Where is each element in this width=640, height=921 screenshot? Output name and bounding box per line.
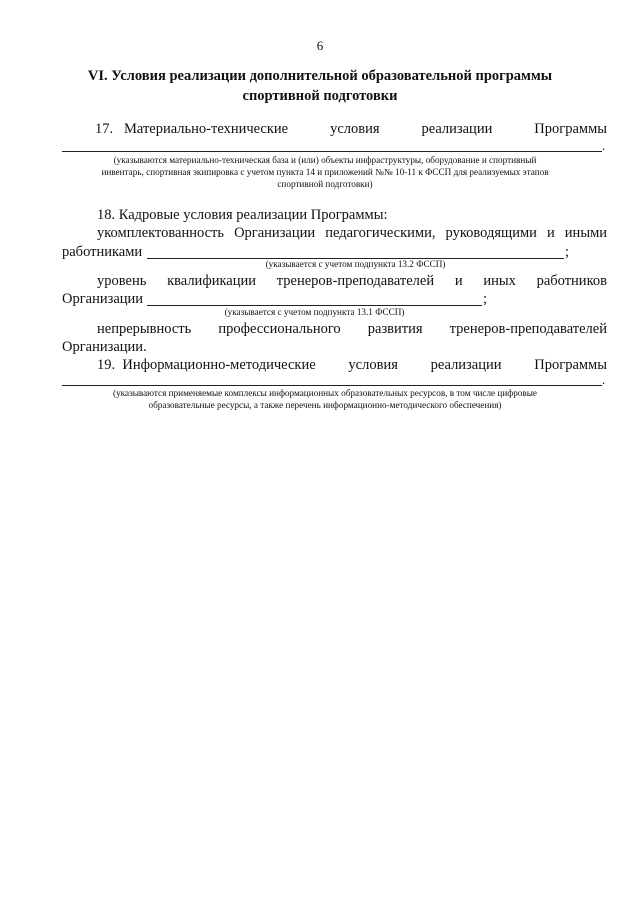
item17-line [95,120,607,138]
item17-word4: Программы [534,121,607,137]
item19-caption [55,387,595,411]
item19-word2: условия [348,357,398,373]
item18-development-line2: Организации. [62,339,147,355]
item17-caption [55,154,595,190]
item18-qualification-line2: Организации [62,291,144,307]
item18-qualification-end: ; [483,291,488,307]
item18-heading: 18. Кадровые условия реализации Программы: [97,207,388,223]
item17-number: 17. [95,121,114,137]
item18-staffing-caption: (указывается с учетом подпункта 13.2 ФССП) [265,259,446,269]
item19-line [97,356,607,374]
item19-number-and-first-word [97,356,316,374]
item17-word3: реализации [421,121,493,137]
item18-development-word3: развития [367,321,423,337]
item17-end-period: . [602,138,606,153]
item17-caption-line3: спортивной подготовки) [277,179,373,189]
item18-qualification-word3: тренеров-преподавателей [276,273,435,289]
page-number: 6 [316,38,324,53]
item19-word1: Информационно-методические [122,357,316,373]
item18-development-word1: непрерывность [97,321,192,337]
item18-staffing-end: ; [565,244,570,260]
item19-caption-line2: образовательные ресурсы, а также перечень информационно-методического обеспечения) [148,400,502,410]
item18-development-line1 [97,320,607,338]
item19-number: 19. [97,357,116,373]
item18-qualification-word2: квалификации [167,273,257,289]
item18-qualification-word6: работников [536,273,607,289]
item18-qualification-line1 [97,272,607,290]
section-title-line2: спортивной подготовки [242,88,398,104]
item17-word2: условия [330,121,380,137]
item18-qualification-word1: уровень [97,273,147,289]
item19-caption-line1: (указываются применяемые комплексы информационных образовательных ресурсов, в том числе цифровые [113,388,537,398]
item18-qualification-caption: (указывается с учетом подпункта 13.1 ФССП) [224,307,405,317]
item18-qualification-word5: иных [483,273,516,289]
item17-caption-line1: (указываются материально-техническая база и (или) объекты инфраструктуры, оборудование и спортивный [113,155,537,165]
item17-number-and-first-word [95,120,288,138]
item18-qualification-word4: и [454,273,463,289]
item19-end-period: . [602,372,606,387]
item18-staffing-line1: укомплектованность Организации педагогическими, руководящими и иными [97,225,607,241]
section-title-line1: VI. Условия реализации дополнительной образовательной программы [87,68,553,84]
item19-word3: реализации [430,357,502,373]
item18-development-word4: тренеров-преподавателей [449,321,607,337]
item18-development-word2: профессионального [218,321,341,337]
item19-word4: Программы [534,357,607,373]
item18-staffing-line2: работниками [62,244,143,260]
item19-fill-line [62,385,602,386]
item17-caption-line2: инвентарь, спортивная экипировка с учетом пункта 14 и приложений №№ 10-11 к ФССП для реализуемых этапов [101,167,549,177]
item17-word1: Материально-технические [124,121,289,137]
item17-fill-line [62,151,602,152]
